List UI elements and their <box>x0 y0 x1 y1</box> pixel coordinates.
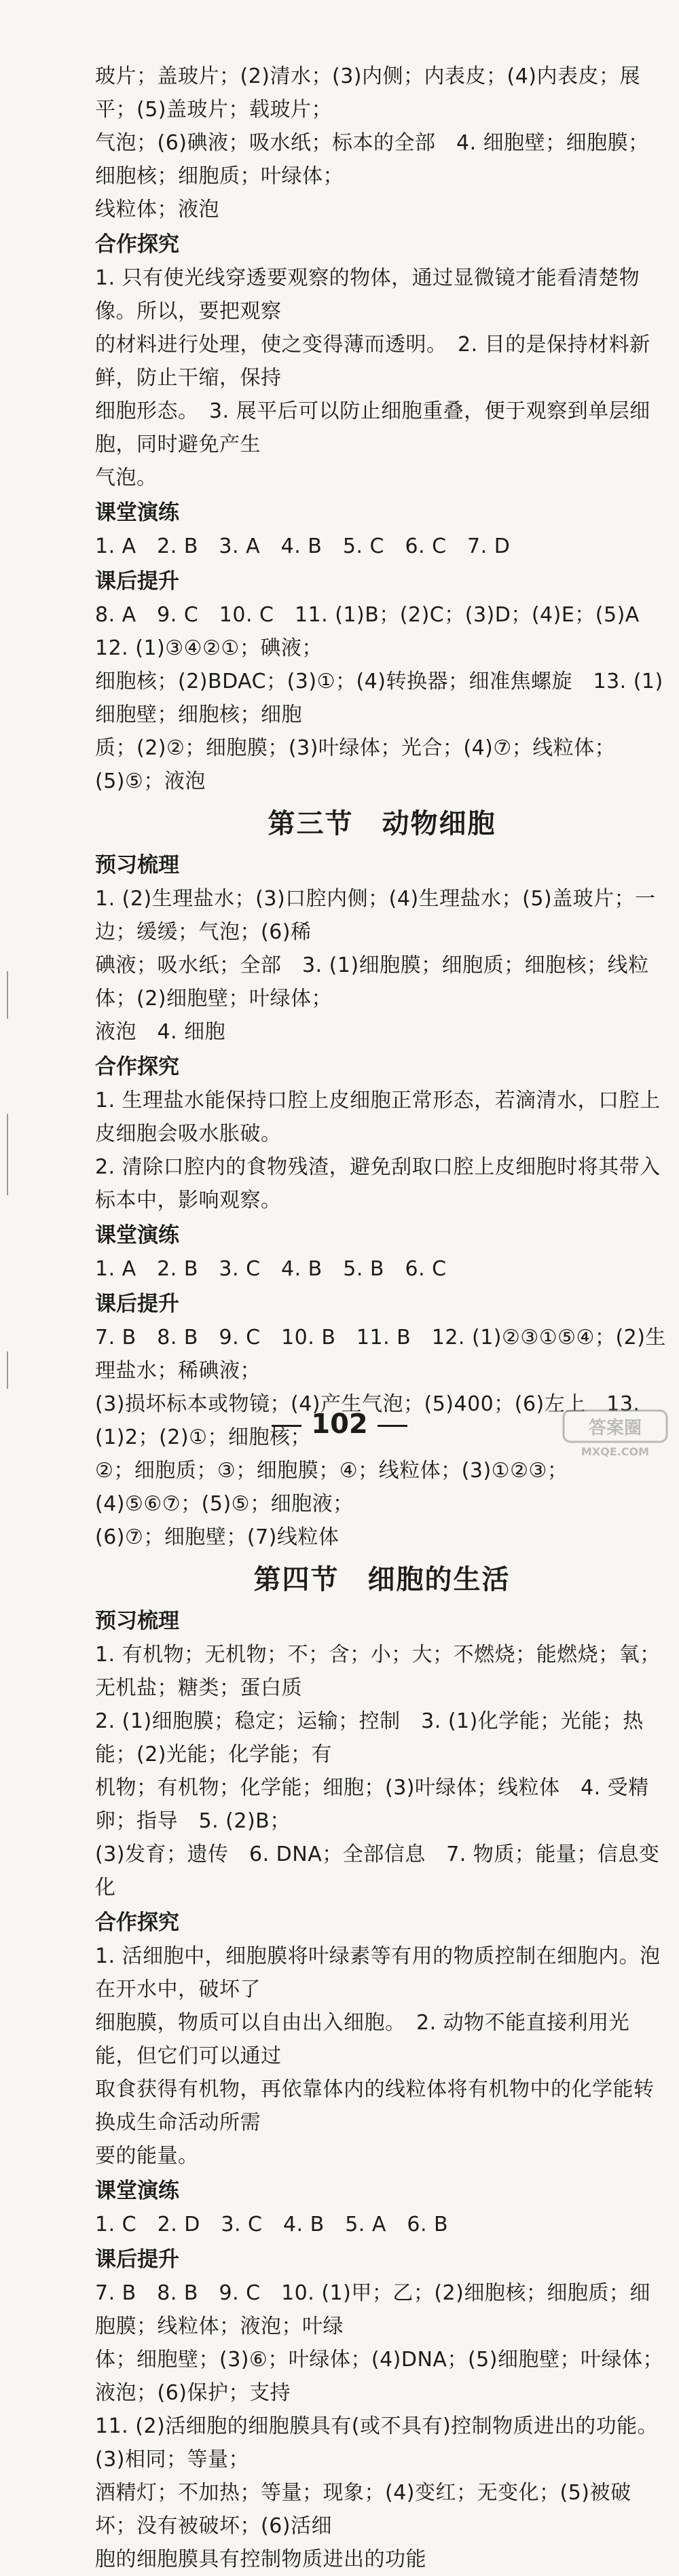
answer-line: 2. 清除口腔内的食物残渣，避免刮取口腔上皮细胞时将其带入标本中，影响观察。 <box>95 1155 661 1212</box>
section-heading: 课堂演练 <box>95 501 179 525</box>
answer-line: 2. (1)细胞膜；稳定；运输；控制 3. (1)化学能；光能；热能；(2)光能；化学能；有 <box>95 1709 644 1766</box>
footer-dash-left <box>272 1425 301 1427</box>
answer-line: 液泡 4. 细胞 <box>95 1020 226 1044</box>
section-heading: 课堂演练 <box>95 2179 179 2203</box>
svg-text:MXQE.COM: MXQE.COM <box>581 1445 650 1458</box>
answer-line: 的材料进行处理，使之变得薄而透明。 2. 目的是保持材料新鲜，防止干缩，保持 <box>95 333 650 390</box>
section-heading: 课后提升 <box>95 1292 179 1316</box>
answer-line: 7. B 8. B 9. C 10. (1)甲；乙；(2)细胞核；细胞质；细胞膜；线粒体；液泡；叶绿 <box>95 2281 650 2338</box>
answer-line: 7. B 8. B 9. C 10. B 11. B 12. (1)②③①⑤④；(2)生理盐水；稀碘液； <box>95 1326 666 1383</box>
section-heading: 合作探究 <box>95 1910 179 1935</box>
chapter-title: 第四节 细胞的生活 <box>253 1564 511 1595</box>
chapter-title: 第三节 动物细胞 <box>268 808 496 839</box>
scan-edge-line <box>7 971 8 1019</box>
answer-line: 要的能量。 <box>95 2144 199 2168</box>
answer-line: 8. A 9. C 10. C 11. (1)B；(2)C；(3)D；(4)E；(5)A 12. (1)③④②①；碘液； <box>95 603 661 660</box>
section-heading: 课后提升 <box>95 2247 179 2272</box>
answer-line: 细胞形态。 3. 展平后可以防止细胞重叠，便于观察到单层细胞，同时避免产生 <box>95 399 650 456</box>
answer-line: 质；(2)②；细胞膜；(3)叶绿体；光合；(4)⑦；线粒体；(5)⑤；液泡 <box>95 736 616 793</box>
answer-line: (6)⑦；细胞壁；(7)线粒体 <box>95 1525 340 1549</box>
answer-line: 取食获得有机物，再依靠体内的线粒体将有机物中的化学能转换成生命活动所需 <box>95 2078 655 2135</box>
footer-dash-right <box>378 1425 407 1427</box>
answer-line: ②；细胞质；③；细胞膜；④；线粒体；(3)①②③；(4)⑤⑥⑦；(5)⑤；细胞液； <box>95 1459 568 1516</box>
answer-line: 1. A 2. B 3. C 4. B 5. B 6. C <box>95 1257 447 1281</box>
page-number: 102 <box>311 1409 368 1440</box>
section-heading: 课后提升 <box>95 569 179 594</box>
answer-line: 1. 有机物；无机物；不；含；小；大；不燃烧；能燃烧；氧；无机盐；糖类；蛋白质 <box>95 1643 661 1700</box>
answer-line: 1. C 2. D 3. C 4. B 5. A 6. B <box>95 2213 449 2236</box>
answer-content <box>95 60 669 2576</box>
answer-line: (3)损坏标本或物镜；(4)产生气泡；(5)400；(6)左上 13. (1)2；(2)①；细胞核； <box>95 1392 640 1449</box>
answer-line: 11. (2)活细胞的细胞膜具有(或不具有)控制物质进出的功能。(3)相同；等量； <box>95 2414 659 2471</box>
answer-line: 气泡；(6)碘液；吸水纸；标本的全部 4. 细胞壁；细胞膜；细胞核；细胞质；叶绿体； <box>95 131 649 188</box>
scan-edge-line <box>7 1352 8 1389</box>
answer-line: 气泡。 <box>95 466 158 490</box>
answer-line: 细胞核；(2)BDAC；(3)①；(4)转换器；细准焦螺旋 13. (1)细胞壁；细胞核；细胞 <box>95 670 663 727</box>
answer-line: 体；细胞壁；(3)⑥；叶绿体；(4)DNA；(5)细胞壁；叶绿体；液泡；(6)保护；支持 <box>95 2348 663 2405</box>
answer-line: 1. A 2. B 3. A 4. B 5. C 6. C 7. D <box>95 534 511 558</box>
scan-edge-line <box>7 1114 8 1195</box>
section-heading: 课堂演练 <box>95 1223 179 1248</box>
svg-text:答案圈: 答案圈 <box>588 1418 642 1438</box>
section-heading: 合作探究 <box>95 1055 179 1079</box>
answer-line: 1. 只有使光线穿透要观察的物体，通过显微镜才能看清楚物像。所以，要把观察 <box>95 266 640 323</box>
answer-line: 1. 活细胞中，细胞膜将叶绿素等有用的物质控制在细胞内。泡在开水中，破坏了 <box>95 1944 661 2001</box>
answer-line: 机物；有机物；化学能；细胞；(3)叶绿体；线粒体 4. 受精卵；指导 5. (2)B； <box>95 1776 649 1833</box>
section-heading: 合作探究 <box>95 232 179 257</box>
answer-line: (3)发育；遗传 6. DNA；全部信息 7. 物质；能量；信息变化 <box>95 1843 660 1900</box>
answer-line: 细胞膜，物质可以自由出入细胞。 2. 动物不能直接利用光能，但它们可以通过 <box>95 2011 630 2068</box>
answer-line: 1. (2)生理盐水；(3)口腔内侧；(4)生理盐水；(5)盖玻片；一边；缓缓；气泡；(6)稀 <box>95 887 656 944</box>
answer-line: 胞的细胞膜具有控制物质进出的功能 <box>95 2547 426 2571</box>
answer-line: 1. 生理盐水能保持口腔上皮细胞正常形态，若滴清水，口腔上皮细胞会吸水胀破。 <box>95 1089 661 1146</box>
watermark-logo <box>561 1407 669 1461</box>
answer-line: 玻片；盖玻片；(2)清水；(3)内侧；内表皮；(4)内表皮；展平；(5)盖玻片；载玻片； <box>95 65 640 122</box>
answer-line: 线粒体；液泡 <box>95 198 219 221</box>
section-heading: 预习梳理 <box>95 853 179 877</box>
answer-line: 碘液；吸水纸；全部 3. (1)细胞膜；细胞质；细胞核；线粒体；(2)细胞壁；叶绿体； <box>95 954 649 1011</box>
answer-line: 酒精灯；不加热；等量；现象；(4)变红；无变化；(5)被破坏；没有被破坏；(6)活细 <box>95 2481 631 2538</box>
section-heading: 预习梳理 <box>95 1609 179 1633</box>
